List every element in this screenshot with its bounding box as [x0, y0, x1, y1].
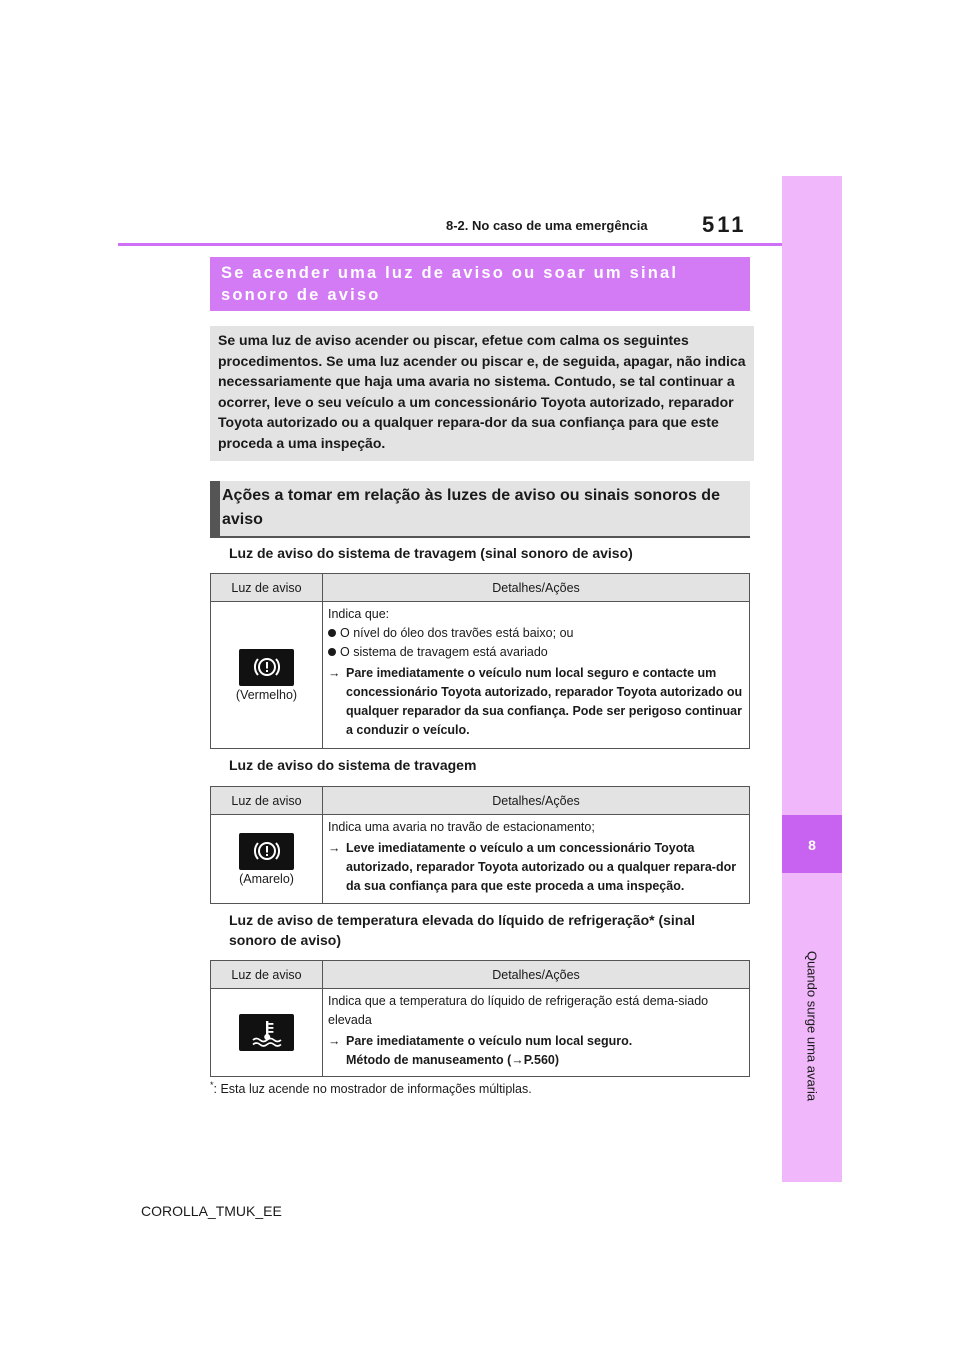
footnote: [210, 1080, 532, 1096]
column-header-details: Detalhes/Ações: [323, 787, 750, 815]
section-title: 8-2. No caso de uma emergência: [446, 218, 648, 233]
warning-table-brake-amber: [210, 786, 750, 904]
details-cell: [323, 815, 750, 904]
handling-method-label: Método de manuseamento (: [346, 1053, 512, 1067]
warning-table-brake-red: [210, 573, 750, 749]
action-text: Leve imediatamente o veículo a um concessionário Toyota autorizado, reparador Toyota autorizado ou a qualquer repara-dor da sua confiança para que este proceda a uma inspeção.: [346, 841, 737, 893]
details-cell: [323, 989, 750, 1077]
model-code: COROLLA_TMUK_EE: [141, 1203, 282, 1219]
chapter-number: 8: [808, 837, 816, 853]
action-text: Pare imediatamente o veículo num local seguro e contacte um concessionário Toyota autorizado, reparador Toyota autorizado ou qualquer reparador da sua confiança. Pode ser perigoso continuar a conduzir o veículo.: [346, 666, 743, 737]
bullet-text: O nível do óleo dos travões está baixo; ou: [340, 626, 574, 640]
column-header-lamp: Luz de aviso: [211, 961, 323, 989]
action-line: Pare imediatamente o veículo num local seguro.: [346, 1034, 633, 1048]
arrow-icon: →: [328, 666, 341, 680]
section-title-coolant: Luz de aviso de temperatura elevada do líquido de refrigeração* (sinal sonoro de aviso): [229, 912, 696, 948]
list-item: [328, 624, 745, 643]
column-header-details: Detalhes/Ações: [323, 961, 750, 989]
lamp-cell: [211, 602, 323, 749]
arrow-icon: →: [328, 1034, 341, 1048]
chapter-number-box: [782, 815, 842, 873]
section-title-brake-amber: Luz de aviso do sistema de travagem: [229, 757, 477, 773]
page-reference-link[interactable]: →P.560: [511, 1053, 555, 1067]
main-heading-banner: [210, 257, 750, 311]
column-header-details: Detalhes/Ações: [323, 574, 750, 602]
sub-heading-banner: [210, 481, 750, 537]
sub-heading-accent: [210, 481, 220, 537]
brake-warning-icon: [239, 833, 294, 870]
action-text: [346, 1032, 632, 1070]
chapter-title: Quando surge uma avaria: [804, 950, 820, 1102]
list-item: [328, 643, 745, 662]
action-row: [328, 664, 745, 740]
action-row: [328, 1032, 745, 1070]
lamp-color-caption: (Vermelho): [235, 687, 298, 702]
intro-text: Se uma luz de aviso acender ou piscar, efetue com calma os seguintes procedimentos. Se uma luz acender ou piscar e, de seguida, apagar, não indica necessariamente que haja uma avaria no sistema. Contudo, se tal continuar a ocorrer, leve o seu veículo a um concessionário Toyota autorizado, reparador Toyota autorizado ou a qualquer repara-dor da sua confiança para que este proceda a uma inspeção.: [218, 332, 746, 451]
coolant-temperature-icon: [239, 1014, 294, 1051]
arrow-icon: →: [328, 841, 341, 855]
bullet-text: O sistema de travagem está avariado: [340, 645, 548, 659]
column-header-lamp: Luz de aviso: [211, 787, 323, 815]
lamp-color-caption: (Amarelo): [239, 871, 294, 886]
lamp-cell: [211, 989, 323, 1077]
lamp-cell: [211, 815, 323, 904]
bullet-icon: [328, 629, 336, 637]
footnote-mark: *: [210, 1080, 214, 1090]
action-row: [328, 839, 745, 896]
sub-heading: Ações a tomar em relação às luzes de aviso ou sinais sonoros de aviso: [222, 487, 720, 528]
footnote-text: : Esta luz acende no mostrador de informações múltiplas.: [213, 1082, 532, 1097]
column-header-lamp: Luz de aviso: [211, 574, 323, 602]
section-title-brake-red: Luz de aviso do sistema de travagem (sinal sonoro de aviso): [229, 545, 633, 561]
details-cell: [323, 602, 750, 749]
warning-table-coolant: [210, 960, 750, 1077]
page-number: 511: [702, 212, 747, 237]
handling-method-close: ): [554, 1053, 560, 1067]
brake-warning-icon: [239, 649, 294, 686]
header-rule: [118, 243, 782, 246]
details-intro: Indica que a temperatura do líquido de refrigeração está dema-siado elevada: [328, 994, 709, 1027]
sub-heading-rule: [210, 536, 750, 538]
details-intro: Indica que:: [328, 607, 390, 621]
bullet-icon: [328, 648, 336, 656]
details-intro: Indica uma avaria no travão de estacionamento;: [328, 820, 595, 834]
intro-box: [210, 326, 754, 461]
main-heading: Se acender uma luz de aviso ou soar um sinal sonoro de aviso: [221, 264, 679, 304]
